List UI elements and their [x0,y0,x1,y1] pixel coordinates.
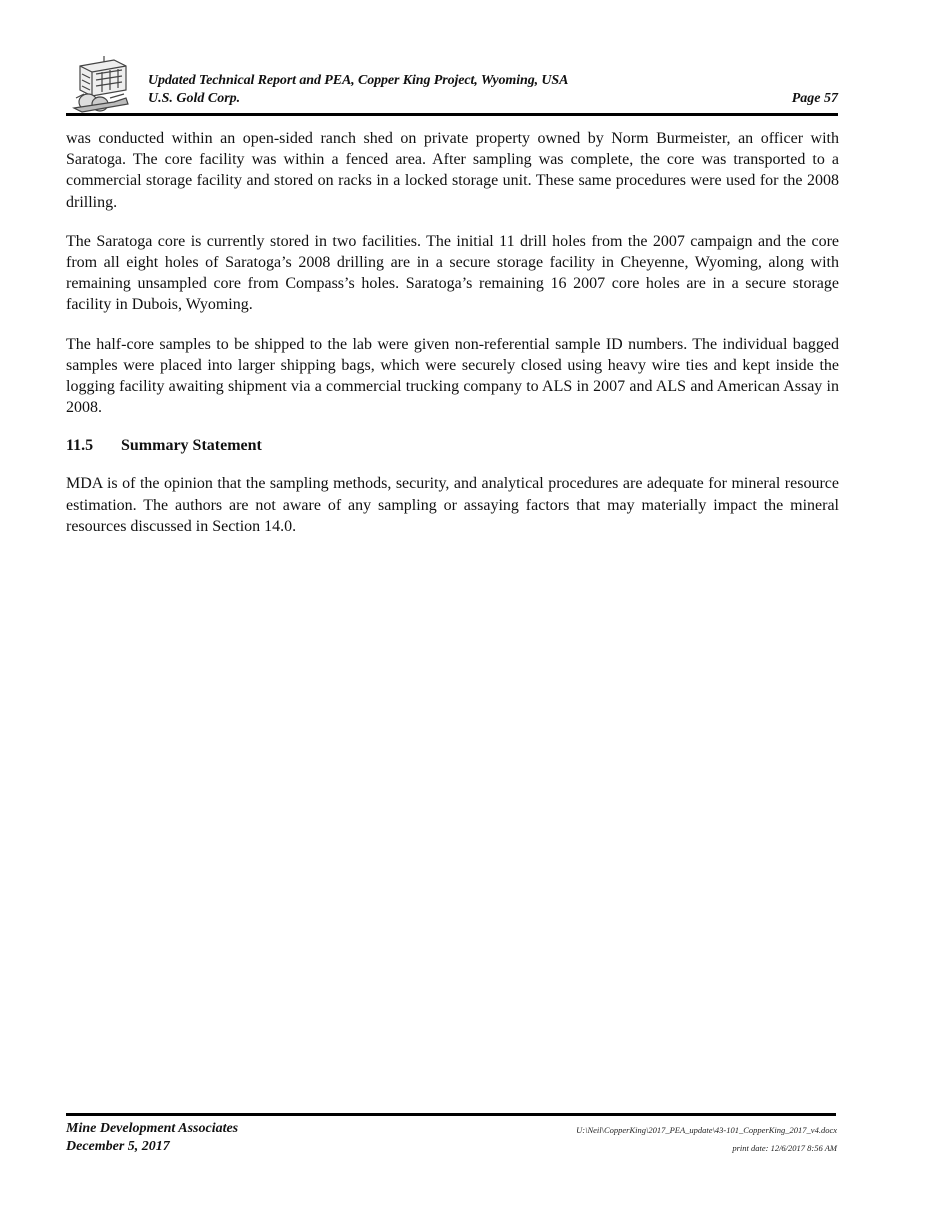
paragraph: MDA is of the opinion that the sampling methods, security, and analytical procedures are adequate for mineral resource estimation. The authors are not aware of any sampling or assaying factors that may materially impact the mineral resources discussed in Section 14.0. [66,475,839,535]
footer-print-date: print date: 12/6/2017 8:56 AM [732,1143,837,1153]
page-number: Page 57 [791,91,838,106]
document-body [66,128,839,555]
company-name: U.S. Gold Corp. [148,91,241,106]
paragraph: The Saratoga core is currently stored in two facilities. The initial 11 drill holes from the 2007 campaign and the core from all eight holes of Saratoga’s 2008 drilling are in a secure storage facility in Cheyenne, Wyoming, along with remaining unsampled core from Compass’s holes. Saratoga’s remaining 16 2007 core holes are in a secure storage facility in Dubois, Wyoming. [66,232,839,314]
paragraph: was conducted within an open-sided ranch shed on private property owned by Norm Burmeister, an officer with Saratoga. The core facility was within a fenced area. After sampling was complete, the core was transported to a commercial storage facility and stored on racks in a locked storage unit. These same procedures were used for the 2008 drilling. [66,130,839,211]
company-logo-icon [66,52,134,116]
section-heading [66,436,839,456]
header-rule [66,113,838,116]
footer-file-path: U:\Neil\CopperKing\2017_PEA_update\43-101_CopperKing_2017_v4.docx [576,1125,837,1135]
footer-date: December 5, 2017 [66,1139,170,1154]
footer-organization: Mine Development Associates [66,1121,239,1136]
footer-rule [66,1113,836,1116]
paragraph: The half-core samples to be shipped to the lab were given non-referential sample ID numbers. The individual bagged samples were placed into larger shipping bags, which were securely closed using heavy wire ties and kept inside the logging facility awaiting shipment via a commercial trucking company to ALS in 2007 and ALS and American Assay in 2008. [66,335,839,417]
section-title: Summary Statement [121,437,262,455]
section-number: 11.5 [66,437,94,455]
report-title: Updated Technical Report and PEA, Copper King Project, Wyoming, USA [148,73,569,88]
